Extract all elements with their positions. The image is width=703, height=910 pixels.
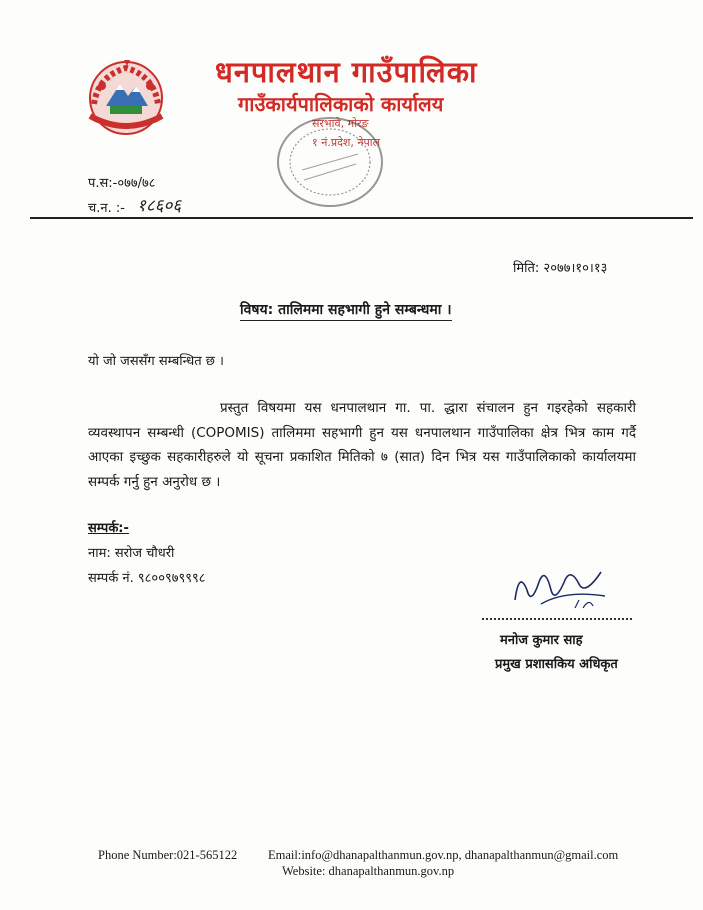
signatory-title: प्रमुख प्रशासकिय अधिकृत — [495, 657, 618, 672]
signatory-name: मनोज कुमार साह — [500, 633, 583, 648]
office-stamp — [272, 110, 390, 210]
dispatch-number-handwritten: १८६०६ — [137, 196, 182, 216]
letter-subject: विषय: तालिममा सहभागी हुने सम्बन्धमा । — [240, 300, 452, 321]
signature-line — [482, 618, 632, 620]
footer-website: Website: dhanapalthanmun.gov.np — [282, 864, 455, 878]
letter-date: मिति: २०७७।१०।१३ — [513, 261, 608, 276]
address-line-1: सरभावे, मोरङ — [312, 117, 369, 130]
dispatch-number-label: च.न. :- — [88, 201, 125, 216]
address-line-2: १ नं.प्रदेश, नेपाल — [312, 136, 381, 149]
signature — [505, 560, 615, 620]
footer-phone: Phone Number:021-565122 — [98, 848, 238, 862]
contact-heading: सम्पर्क:- — [88, 521, 129, 536]
header-divider — [30, 217, 693, 219]
office-subtitle: गाउँकार्यपालिकाको कार्यालय — [238, 92, 444, 116]
salutation: यो जो जससँग सम्बन्धित छ । — [88, 354, 224, 369]
municipality-title: धनपालथान गाउँपालिका — [215, 55, 478, 89]
footer-email: Email:info@dhanapalthanmun.gov.np, dhanapalthanmun@gmail.com — [268, 848, 619, 862]
contact-name: नाम: सरोज चौधरी — [88, 546, 175, 561]
body-paragraph: प्रस्तुत विषयमा यस धनपालथान गा. पा. द्धारा संचालन हुन गइरहेको सहकारी व्यवस्थापन सम्बन्धी (COPOMIS) तालिममा सहभागी हुन यस धनपालथान गाउँपालिका क्षेत्र भित्र काम गर्दै आएका इच्छुक सहकारीहरुले यो सूचना प्रकाशित मितिको ७ (सात) दिन भित्र यस गाउँपालिकाको कार्यालयमा सम्पर्क गर्नु हुन अनुरोध छ । — [88, 400, 636, 490]
reference-number: प.स:-०७७/७८ — [88, 176, 156, 191]
contact-phone: सम्पर्क नं. ९८००९७९९९८ — [88, 571, 206, 586]
